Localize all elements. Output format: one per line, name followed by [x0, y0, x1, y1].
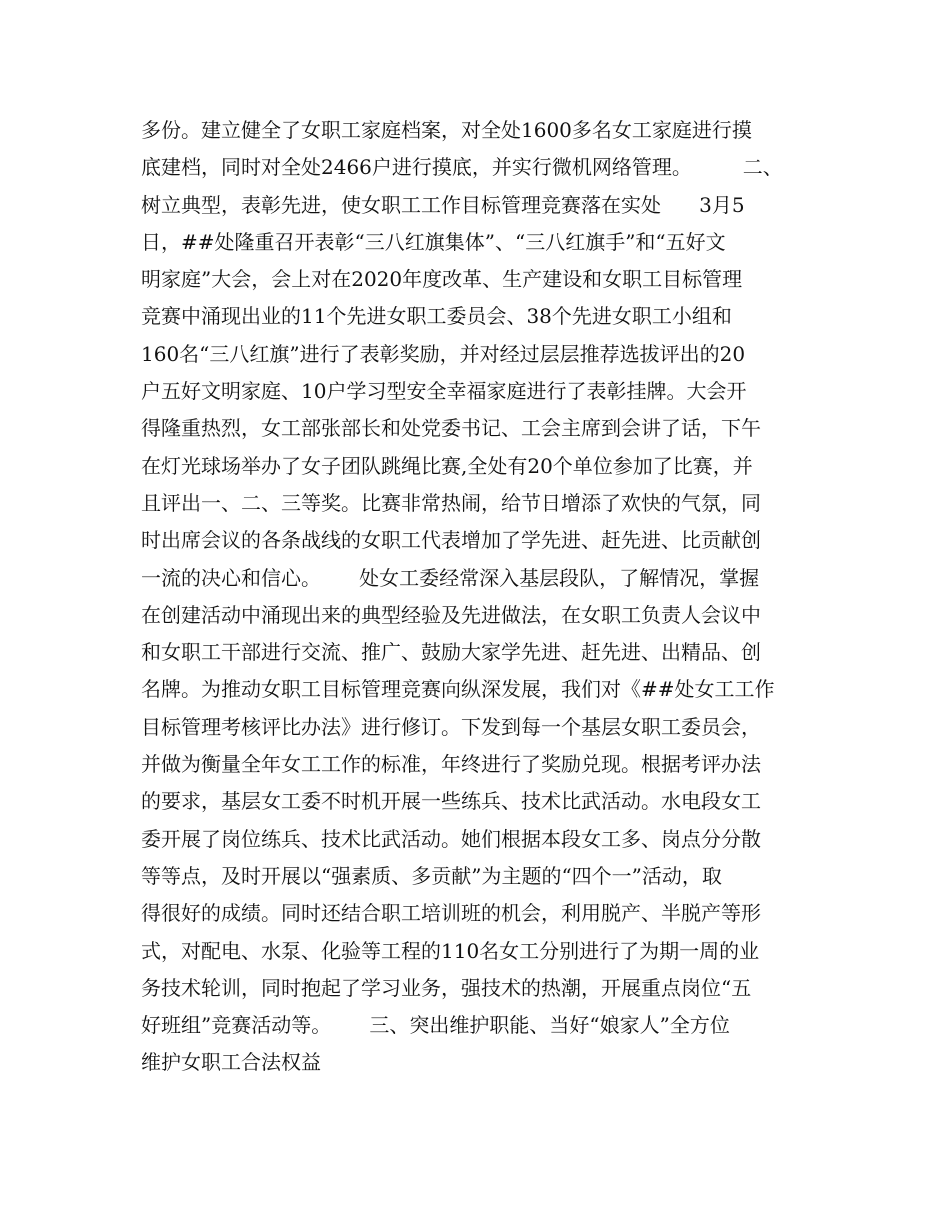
- text-line-24: 务技术轮训，同时抱起了学习业务，强技术的热潮，开展重点岗位“五: [141, 975, 752, 1000]
- text-line-17: 目标管理考核评比办法》进行修订。下发到每一个基层女职工委员会，: [141, 714, 761, 739]
- body-text: [141, 112, 821, 1082]
- text-line-19: 的要求，基层女工委不时机开展一些练兵、技术比武活动。水电段女工: [141, 789, 761, 814]
- text-line-25: 好班组”竞赛活动等。 三、突出维护职能、当好“娘家人”全方位: [141, 1013, 730, 1038]
- text-line-16: 名牌。为推动女职工目标管理竞赛向纵深发展，我们对《##处女工工作: [141, 677, 775, 702]
- text-line-3: 树立典型，表彰先进，使女职工工作目标管理竞赛落在实处 3月5: [141, 192, 745, 217]
- text-line-12: 时出席会议的各条战线的女职工代表增加了学先进、赶先进、比贡献创: [141, 528, 761, 553]
- text-line-21: 等等点，及时开展以“强素质、多贡献”为主题的“四个一”活动，取: [141, 863, 722, 888]
- text-line-22: 得很好的成绩。同时还结合职工培训班的机会，利用脱产、半脱产等形: [141, 901, 761, 926]
- text-line-20: 委开展了岗位练兵、技术比武活动。她们根据本段女工多、岗点分分散: [141, 826, 761, 851]
- text-line-4: 日，##处隆重召开表彰“三八红旗集体”、“三八红旗手”和“五好文: [141, 229, 726, 254]
- text-line-10: 在灯光球场举办了女子团队跳绳比赛,全处有20个单位参加了比赛，并: [141, 453, 753, 478]
- text-line-2: 底建档，同时对全处2466户进行摸底，并实行微机网络管理。 二、: [141, 155, 783, 180]
- text-line-26: 维护女职工合法权益: [141, 1050, 321, 1075]
- text-line-8: 户五好文明家庭、10户学习型安全幸福家庭进行了表彰挂牌。大会开: [141, 379, 747, 404]
- text-line-13: 一流的决心和信心。 处女工委经常深入基层段队，了解情况，掌握: [141, 565, 760, 590]
- text-line-15: 和女职工干部进行交流、推广、鼓励大家学先进、赶先进、出精品、创: [141, 640, 761, 665]
- text-line-9: 得隆重热烈，女工部张部长和处党委书记、工会主席到会讲了话，下午: [141, 416, 761, 441]
- text-line-11: 且评出一、二、三等奖。比赛非常热闹，给节日增添了欢快的气氛，同: [141, 490, 761, 515]
- text-line-18: 并做为衡量全年女工工作的标准，年终进行了奖励兑现。根据考评办法: [141, 752, 761, 777]
- text-line-14: 在创建活动中涌现出来的典型经验及先进做法，在女职工负责人会议中: [141, 602, 761, 627]
- text-line-7: 160名“三八红旗”进行了表彰奖励，并对经过层层推荐选拔评出的20: [141, 341, 746, 366]
- text-line-1: 多份。建立健全了女职工家庭档案，对全处1600多名女工家庭进行摸: [141, 118, 752, 142]
- text-line-23: 式，对配电、水泵、化验等工程的110名女工分别进行了为期一周的业: [141, 938, 760, 963]
- text-line-6: 竞赛中涌现出业的11个先进女职工委员会、38个先进女职工小组和: [141, 304, 732, 329]
- text-line-5: 明家庭”大会，会上对在2020年度改革、生产建设和女职工目标管理: [141, 267, 743, 292]
